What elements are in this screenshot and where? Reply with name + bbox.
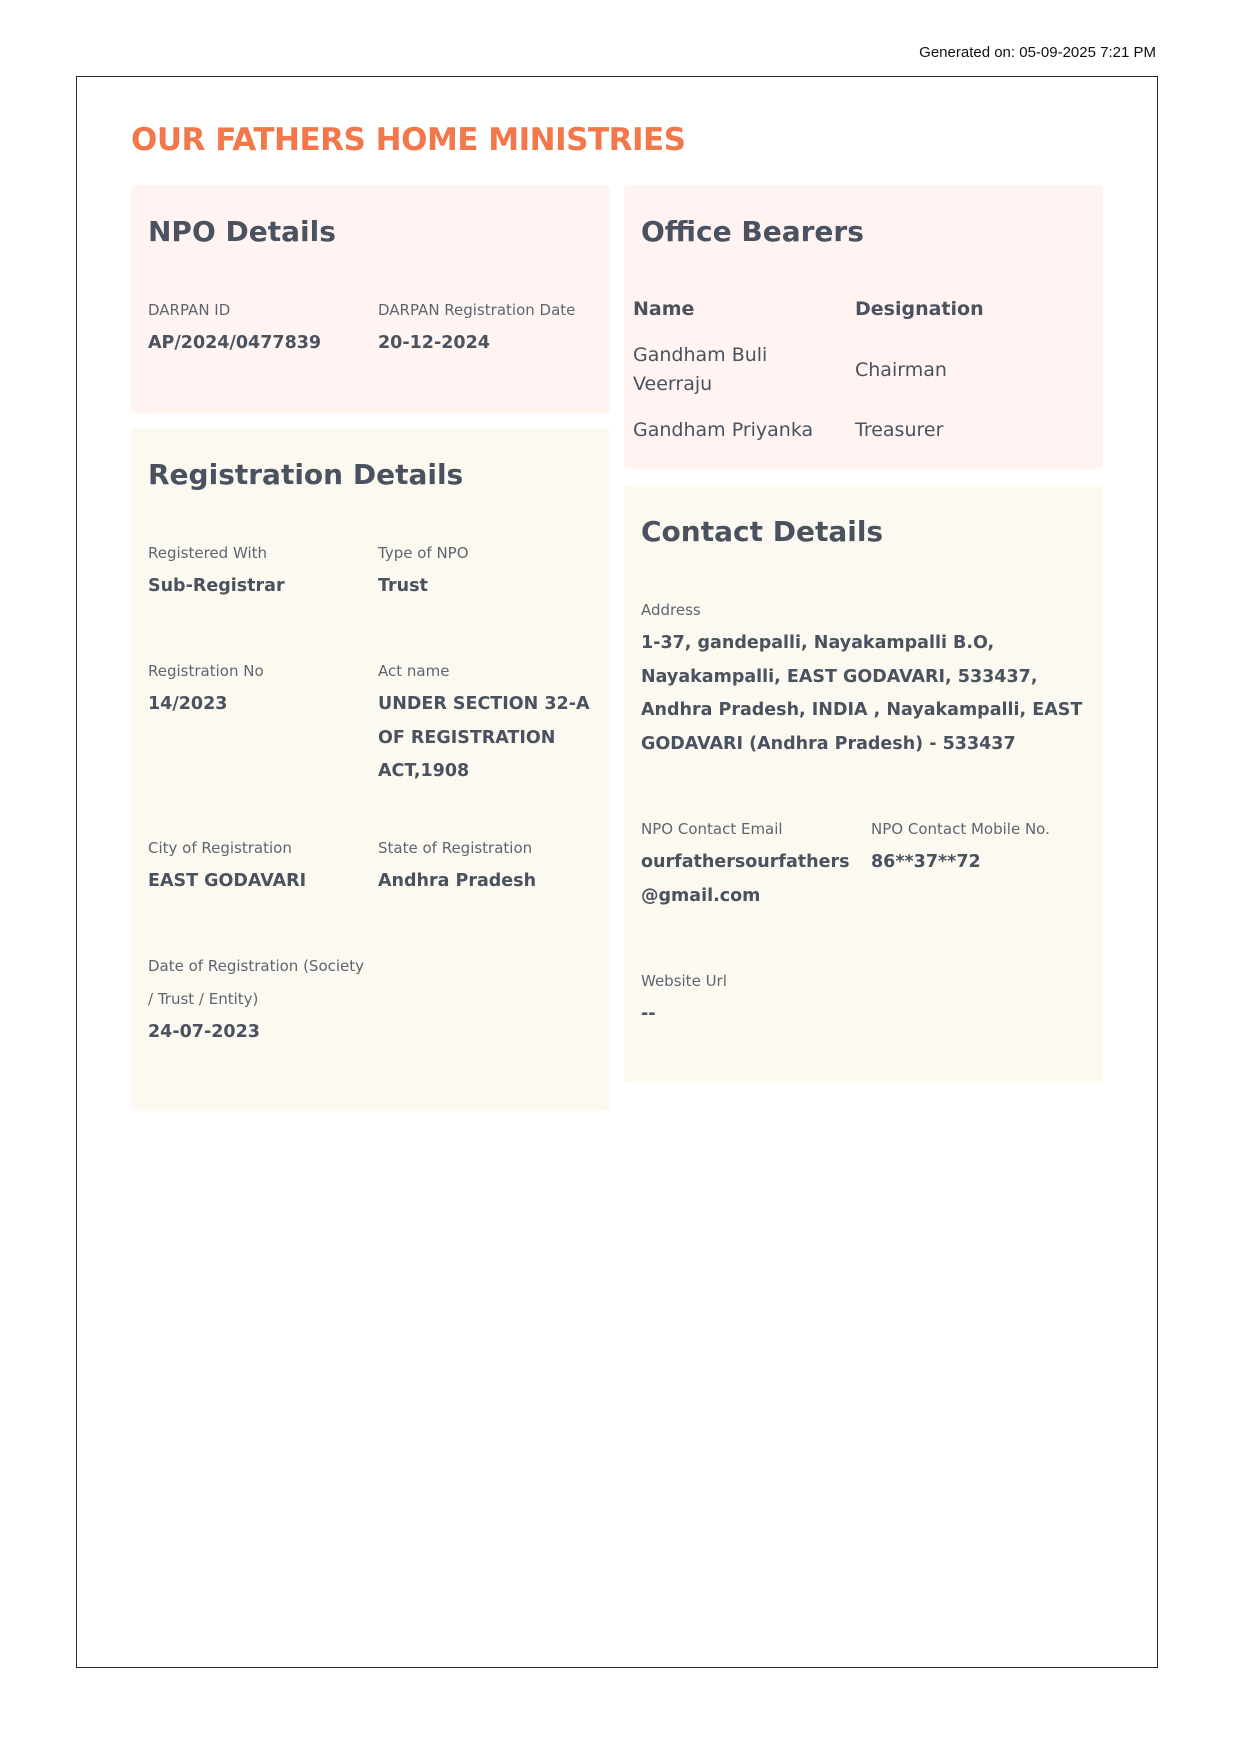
darpan-registration-date-field <box>378 294 593 361</box>
address-label: Address <box>641 601 701 619</box>
office-bearers-title: Office Bearers <box>641 215 864 248</box>
contact-email-value: ourfathersourfathers @gmail.com <box>641 852 850 906</box>
website-url-value: -- <box>641 1004 656 1024</box>
bearer-designation: Chairman <box>855 358 947 381</box>
bearer-name: Gandham Priyanka <box>633 418 814 441</box>
registration-details-card <box>131 428 610 1111</box>
table-row <box>633 335 1073 405</box>
act-name-value: UNDER SECTION 32-A OF REGISTRATION ACT,1908 <box>378 694 590 781</box>
registration-no-label: Registration No <box>148 662 264 680</box>
registration-details-title: Registration Details <box>148 458 464 491</box>
type-of-npo-field <box>378 537 588 604</box>
contact-email-label: NPO Contact Email <box>641 820 783 838</box>
registered-with-value: Sub-Registrar <box>148 576 285 596</box>
type-of-npo-value: Trust <box>378 576 428 596</box>
date-of-registration-value: 24-07-2023 <box>148 1022 260 1042</box>
office-bearers-table <box>633 283 1073 455</box>
column-header-name: Name <box>633 297 695 320</box>
registration-no-value: 14/2023 <box>148 694 228 714</box>
act-name-field <box>378 655 593 789</box>
address-value: 1-37, gandepalli, Nayakampalli B.O, Nayakampalli, EAST GODAVARI, 533437, Andhra Pradesh, INDIA , Nayakampalli, EAST GODAVARI (Andhra Pradesh) - 533437 <box>641 633 1083 754</box>
city-of-registration-label: City of Registration <box>148 839 292 857</box>
darpan-registration-date-value: 20-12-2024 <box>378 333 490 353</box>
registered-with-label: Registered With <box>148 544 268 562</box>
date-of-registration-label: Date of Registration (Society / Trust / Entity) <box>148 957 365 1008</box>
registration-no-field <box>148 655 358 722</box>
office-bearers-card <box>624 185 1103 469</box>
state-of-registration-value: Andhra Pradesh <box>378 871 537 891</box>
organization-name: OUR FATHERS HOME MINISTRIES <box>131 122 686 158</box>
contact-details-title: Contact Details <box>641 515 884 548</box>
contact-mobile-field <box>871 813 1086 880</box>
npo-details-title: NPO Details <box>148 215 336 248</box>
column-header-designation: Designation <box>855 297 984 320</box>
contact-mobile-label: NPO Contact Mobile No. <box>871 820 1050 838</box>
darpan-id-label: DARPAN ID <box>148 301 231 319</box>
type-of-npo-label: Type of NPO <box>378 544 469 562</box>
contact-email-field <box>641 813 863 913</box>
state-of-registration-field <box>378 832 588 899</box>
state-of-registration-label: State of Registration <box>378 839 533 857</box>
bearer-name: Gandham Buli Veerraju <box>633 344 768 395</box>
darpan-registration-date-label: DARPAN Registration Date <box>378 301 576 319</box>
table-row <box>633 405 1073 455</box>
act-name-label: Act name <box>378 662 450 680</box>
contact-mobile-value: 86**37**72 <box>871 852 981 872</box>
bearer-designation: Treasurer <box>855 418 944 441</box>
website-url-label: Website Url <box>641 972 727 990</box>
city-of-registration-field <box>148 832 358 899</box>
website-url-field <box>641 965 851 1032</box>
date-of-registration-field <box>148 950 368 1050</box>
npo-details-card <box>131 185 610 413</box>
city-of-registration-value: EAST GODAVARI <box>148 871 307 891</box>
darpan-id-value: AP/2024/0477839 <box>148 333 322 353</box>
contact-details-card <box>624 485 1103 1083</box>
generated-on-timestamp: Generated on: 05-09-2025 7:21 PM <box>919 44 1156 61</box>
address-field <box>641 594 1086 761</box>
darpan-id-field <box>148 294 358 361</box>
table-header-row <box>633 283 1073 335</box>
registered-with-field <box>148 537 358 604</box>
